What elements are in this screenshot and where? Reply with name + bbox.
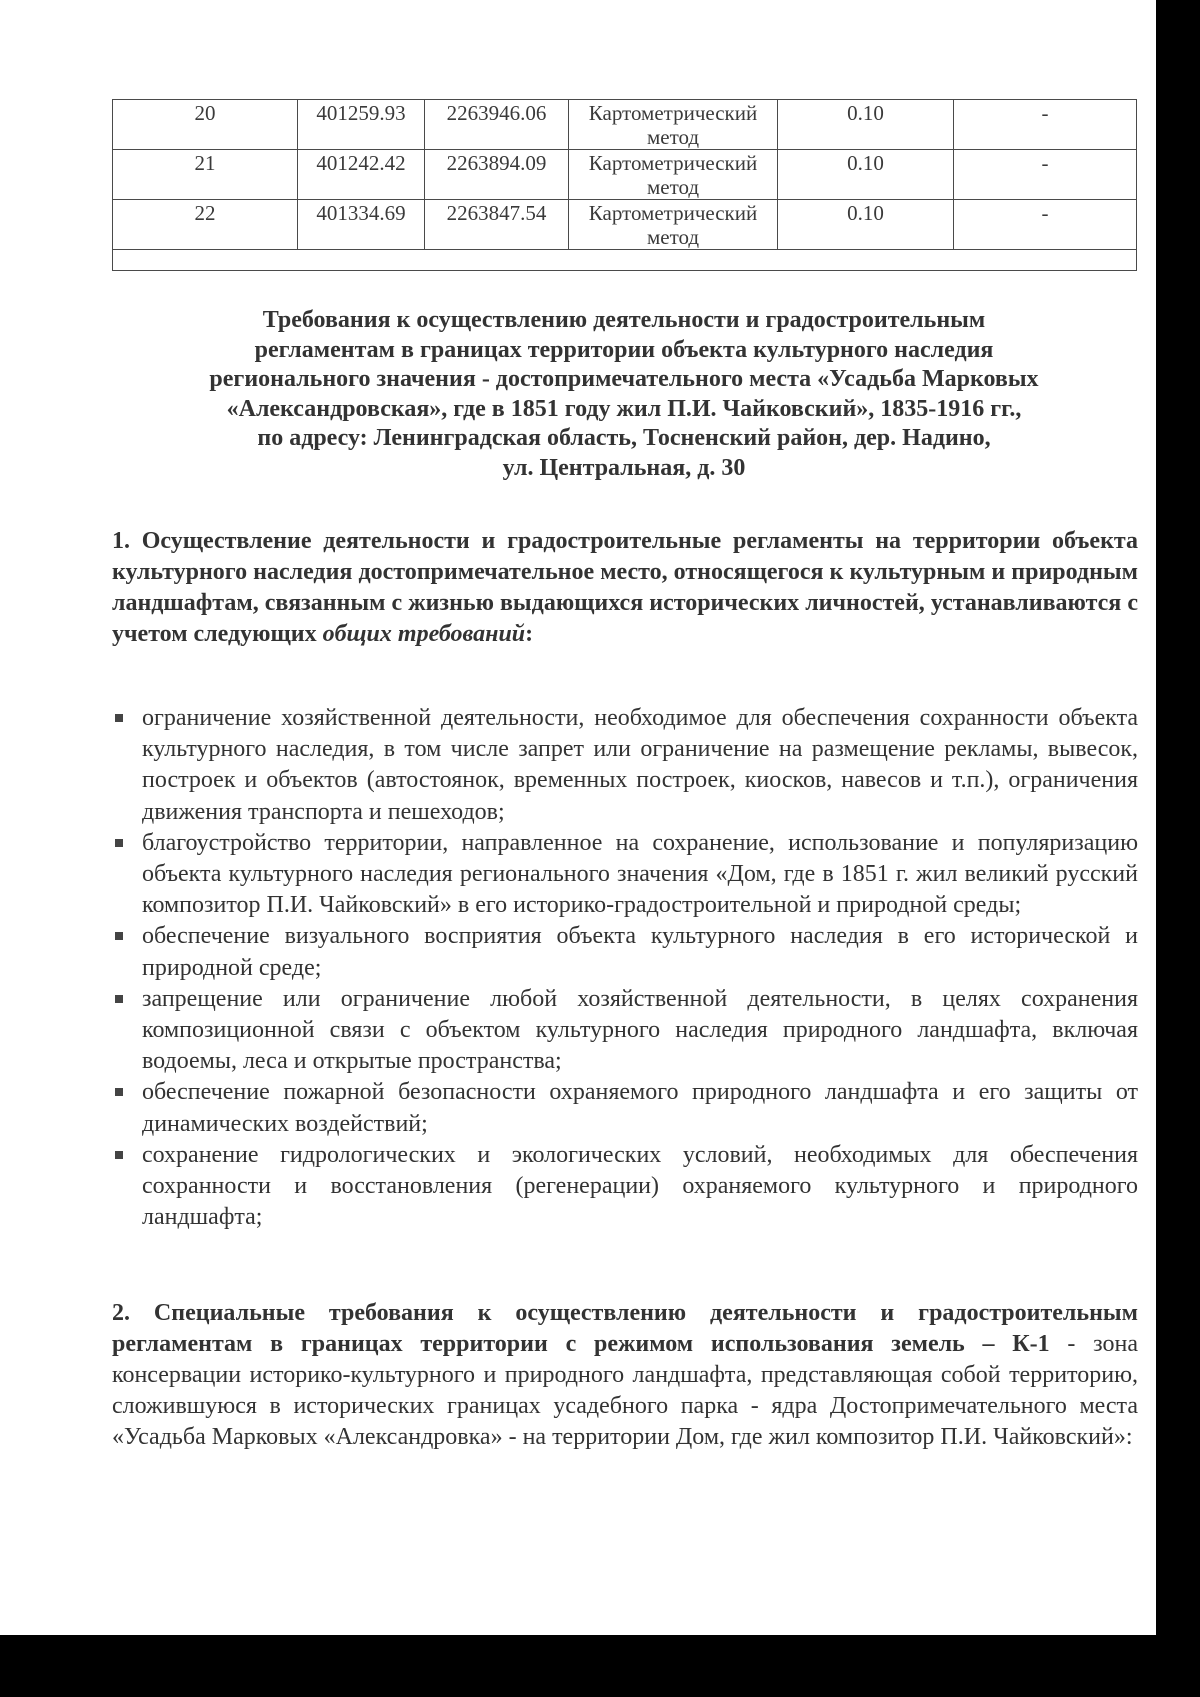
document-heading: [112, 306, 1136, 483]
heading-line: ул. Центральная, д. 30: [502, 454, 746, 481]
requirements-list: [112, 703, 1138, 1233]
section-2-paragraph: [112, 1298, 1138, 1453]
coord-y: 2263946.06: [425, 100, 569, 150]
list-item: [112, 921, 1138, 983]
coord-y: 2263894.09: [425, 150, 569, 200]
heading-line: регламентам в границах территории объекта культурного наследия: [254, 336, 994, 363]
coord-x: 401334.69: [298, 200, 425, 250]
list-item: [112, 1077, 1138, 1139]
list-item-text: сохранение гидрологических и экологических условий, необходимых для обеспечения сохранности и восстановления (регенерации) охраняемого культурного и природного ландшафта;: [142, 1141, 1138, 1231]
scan-edge-bottom: [0, 1635, 1200, 1697]
method-line1: Картометрический: [588, 151, 758, 175]
section-2-bold: 2. Специальные требования к осуществлению деятельности и градостроительным регламентам в границах территории с режимом использования земель – К-1: [112, 1300, 1138, 1357]
list-item-text: ограничение хозяйственной деятельности, необходимое для обеспечения сохранности объекта культурного наследия, в том числе запрет или ограничение на размещение рекламы, вывесок, построек и объектов (автостоянок, временных построек, киосков, навесов и т.п.), ограничения движения транспорта и пешеходов;: [142, 705, 1138, 825]
method-line1: Картометрический: [588, 201, 758, 225]
precision: 0.10: [778, 100, 954, 150]
table-row: [113, 150, 1137, 200]
list-item-text: обеспечение визуального восприятия объекта культурного наследия в его исторической и природной среде;: [142, 923, 1138, 981]
coord-y: 2263847.54: [425, 200, 569, 250]
precision: 0.10: [778, 150, 954, 200]
coord-x: 401259.93: [298, 100, 425, 150]
bullet-square-icon: [115, 1151, 123, 1159]
note: -: [954, 100, 1137, 150]
list-item-text: запрещение или ограничение любой хозяйственной деятельности, в целях сохранения композиционной связи с объектом культурного наследия природного ландшафта, включая водоемы, леса и открытые пространства;: [142, 985, 1138, 1075]
list-item-text: благоустройство территории, направленное на сохранение, использование и популяризацию объекта культурного наследия регионального значения «Дом, где в 1851 г. жил великий русский композитор П.И. Чайковский» в его историко-градостроительной и природной среды;: [142, 829, 1138, 919]
list-item-text: обеспечение пожарной безопасности охраняемого природного ландшафта и его защиты от динамических воздействий;: [142, 1079, 1138, 1137]
section-1-text: 1. Осуществление деятельности и градостроительные регламенты на территории объекта культурного наследия достопримечательное место, относящегося к культурным и природным ландшафтам, связанным с жизнью выдающихся исторических личностей, устанавливаются с учетом следующих: [112, 528, 1138, 647]
list-item: [112, 703, 1138, 828]
heading-line: Требования к осуществлению деятельности и градостроительным: [262, 307, 986, 333]
section-1-italic: общих требований: [322, 621, 526, 647]
method-line1: Картометрический: [588, 101, 758, 125]
precision: 0.10: [778, 200, 954, 250]
method-line2: метод: [646, 225, 700, 249]
section-1-paragraph: [112, 526, 1138, 650]
coordinates-table: [112, 99, 1137, 271]
point-number: 20: [113, 100, 298, 150]
empty-cell: [113, 250, 1137, 271]
table-row: [113, 200, 1137, 250]
bullet-square-icon: [115, 714, 123, 722]
section-2-text: - зона консервации историко-культурного и природного ландшафта, представляющая собой территорию, сложившуюся в исторических границах усадебного парка - ядра Достопримечательного места «Усадьба Марковых «Александровка» - на территории Дом, где жил композитор П.И. Чайковский»:: [112, 1331, 1139, 1450]
method-line2: метод: [646, 175, 700, 199]
heading-line: регионального значения - достопримечательного места «Усадьба Марковых: [209, 366, 1039, 392]
method-cell: [569, 200, 778, 250]
point-number: 22: [113, 200, 298, 250]
method-line2: метод: [646, 125, 700, 149]
note: -: [954, 200, 1137, 250]
section-1-tail: :: [525, 621, 534, 647]
bullet-square-icon: [115, 932, 123, 940]
bullet-square-icon: [115, 995, 123, 1003]
list-item: [112, 1140, 1138, 1234]
coord-x: 401242.42: [298, 150, 425, 200]
heading-line: «Александровская», где в 1851 году жил П.И. Чайковский», 1835-1916 гг.,: [226, 395, 1022, 422]
scan-edge-right: [1156, 0, 1200, 1697]
list-item: [112, 828, 1138, 922]
method-cell: [569, 150, 778, 200]
list-item: [112, 984, 1138, 1078]
heading-line: по адресу: Ленинградская область, Тосненский район, дер. Надино,: [257, 425, 991, 451]
note: -: [954, 150, 1137, 200]
method-cell: [569, 100, 778, 150]
table-row: [113, 100, 1137, 150]
table-empty-row: [113, 250, 1137, 271]
bullet-square-icon: [115, 839, 123, 847]
point-number: 21: [113, 150, 298, 200]
bullet-square-icon: [115, 1088, 123, 1096]
